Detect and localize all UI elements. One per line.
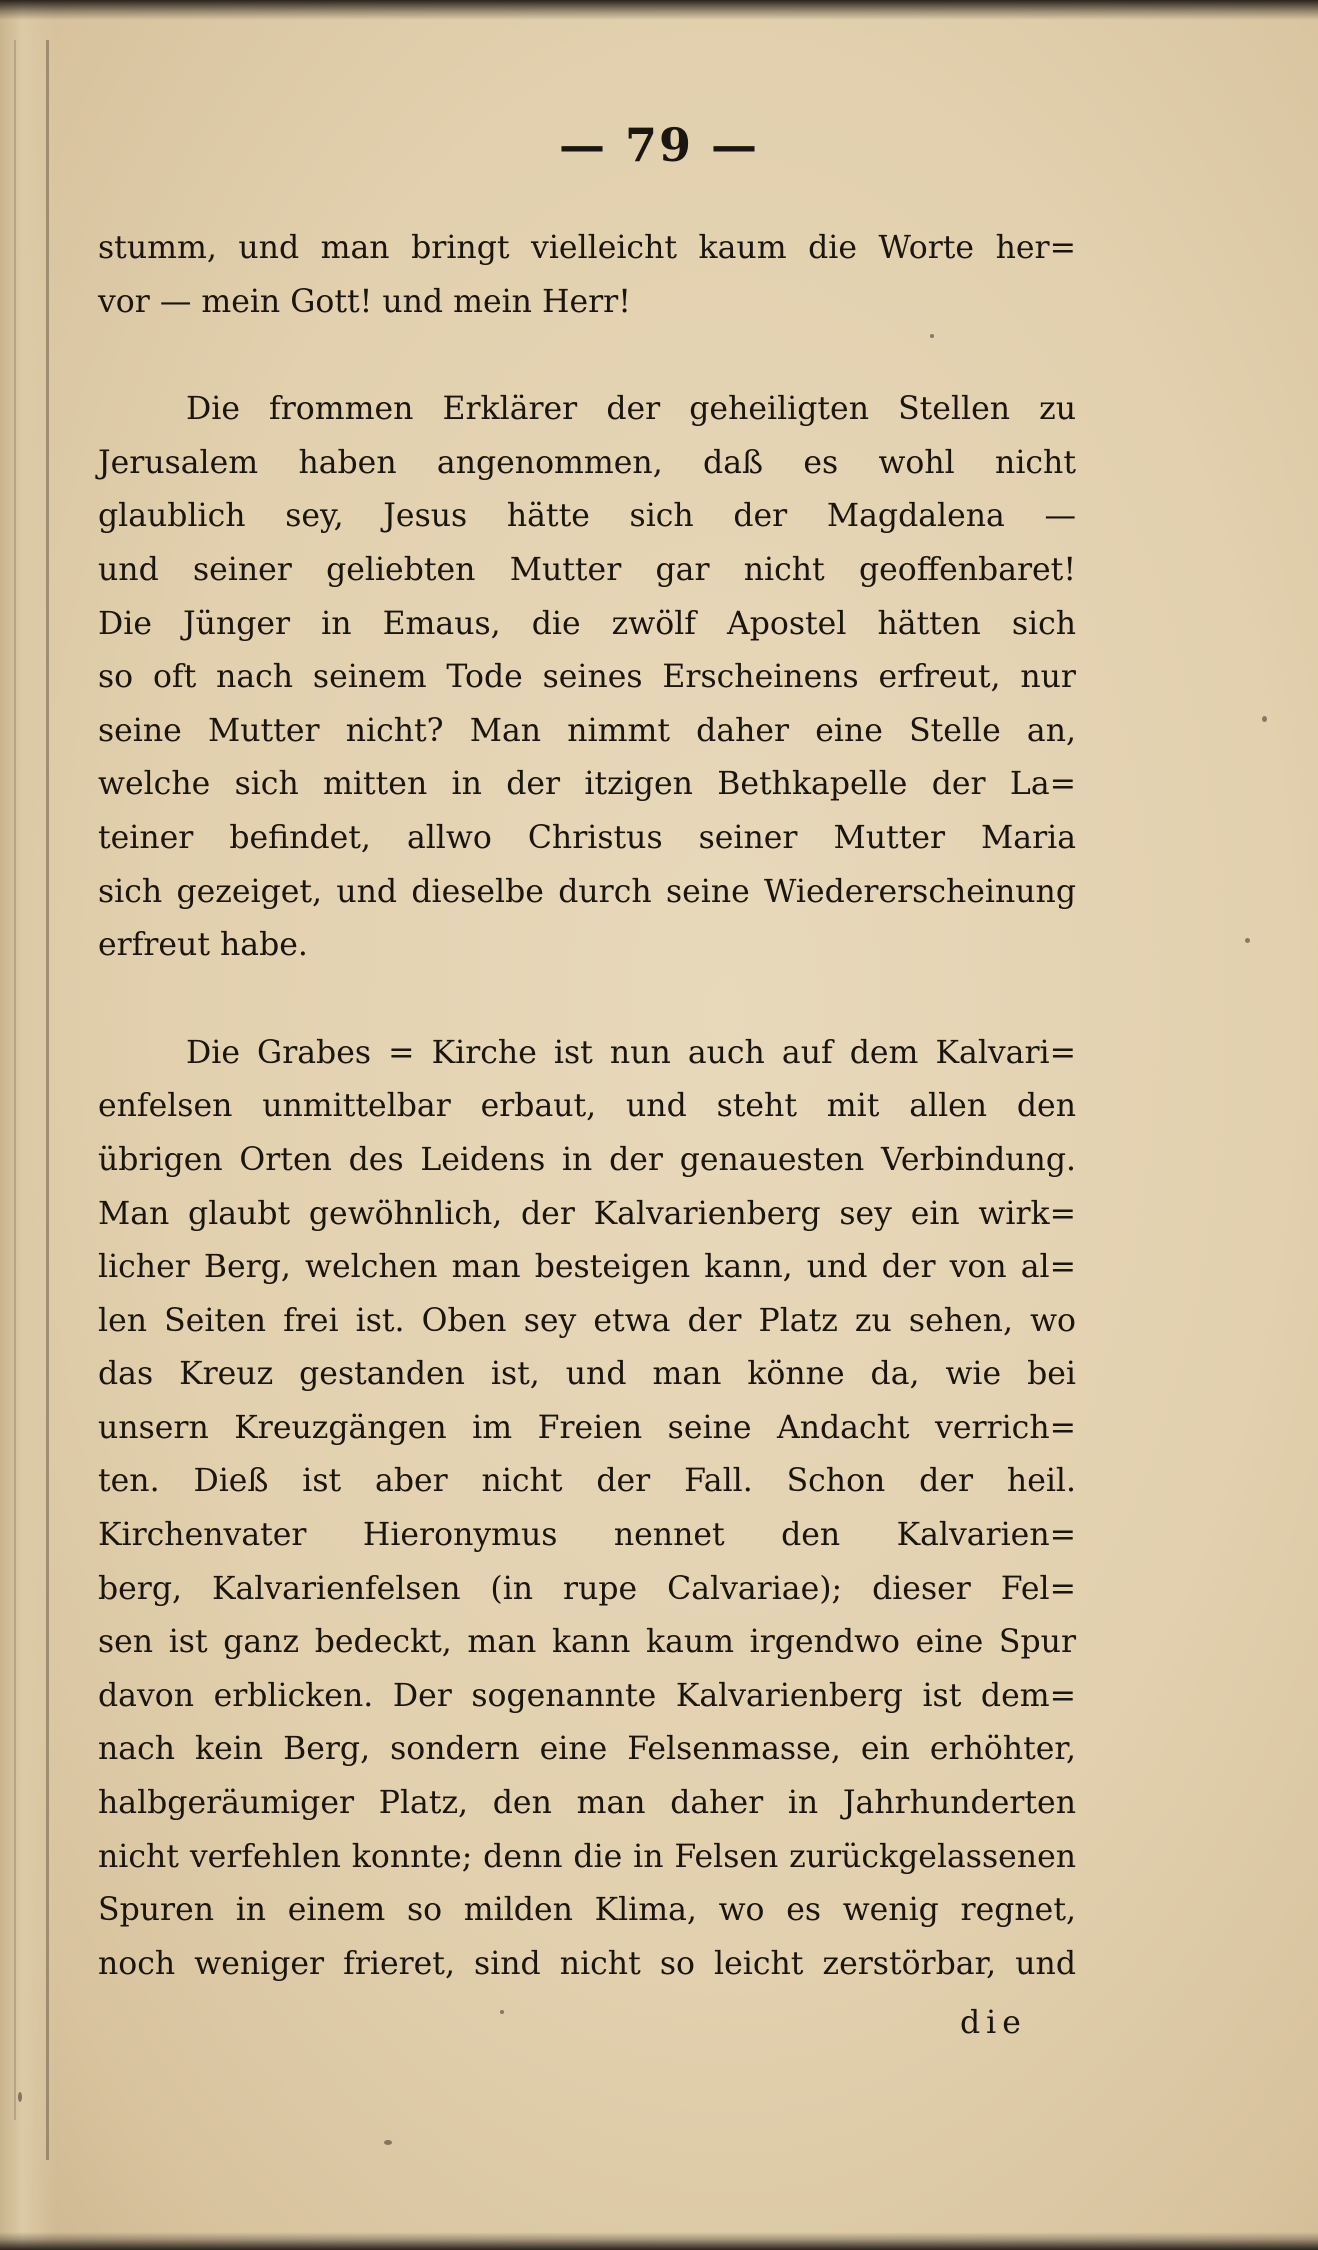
text-line: Spuren in einem so milden Klima, wo es wenig regnet, [98,1892,1076,1929]
paragraph-gap [98,329,1076,383]
text-line: glaublich sey, Jesus hätte sich der Magdalena — [98,498,1076,535]
text-line: len Seiten frei ist. Oben sey etwa der Platz zu sehen, wo [98,1302,1076,1339]
text-line: licher Berg, welchen man besteigen kann, und der von al= [98,1249,1076,1286]
text-line: sich gezeiget, und dieselbe durch seine Wiedererscheinung [98,873,1076,910]
text-line: vor — mein Gott! und mein Herr! [98,283,631,320]
text-line: noch weniger frieret, sind nicht so leicht zerstörbar, und [98,1945,1076,1982]
text-line: Kirchenvater Hieronymus nennet den Kalvarien= [98,1517,1076,1554]
paragraph-gap [98,973,1076,1027]
paragraph [98,383,1076,973]
text-line: davon erblicken. Der sogenannte Kalvarienberg ist dem= [98,1677,1076,1714]
page-number: — 79 — [558,118,760,172]
text-line: Die Jünger in Emaus, die zwölf Apostel hätten sich [98,605,1076,642]
text-line: teiner befindet, allwo Christus seiner Mutter Maria [98,819,1076,856]
text-line: enfelsen unmittelbar erbaut, und steht mit allen den [98,1088,1076,1125]
text-line: stumm, und man bringt vielleicht kaum die Worte her= [98,230,1076,266]
text-line: ten. Dieß ist aber nicht der Fall. Schon der heil. [98,1463,1076,1500]
paper-speck [18,2092,22,2102]
page-bottom-shadow [0,2232,1318,2250]
text-line: Jerusalem haben angenommen, daß es wohl nicht [98,444,1076,481]
paragraph [98,222,1076,329]
body-text [98,222,1076,1991]
text-line: unsern Kreuzgängen im Freien seine Andacht verrich= [98,1409,1076,1446]
text-line: nicht verfehlen konnte; denn die in Felsen zurückgelassenen [98,1838,1076,1875]
catchword: die [960,2005,1027,2041]
text-line: nach kein Berg, sondern eine Felsenmasse, ein erhöhter, [98,1731,1076,1768]
binding-fold-line-outer [14,40,16,2120]
paper-speck [384,2140,392,2145]
paper-speck [1245,938,1250,943]
text-line: Man glaubt gewöhnlich, der Kalvarienberg sey ein wirk= [98,1195,1076,1232]
paper-speck [500,2010,504,2014]
paragraph [98,1027,1076,1992]
text-line: welche sich mitten in der itzigen Bethkapelle der La= [98,766,1076,803]
paper-speck [1262,716,1267,722]
text-line: sen ist ganz bedeckt, man kann kaum irgendwo eine Spur [98,1624,1076,1661]
text-line: und seiner geliebten Mutter gar nicht geoffenbaret! [98,551,1076,588]
text-line: so oft nach seinem Tode seines Erscheinens erfreut, nur [98,659,1076,696]
text-line: übrigen Orten des Leidens in der genauesten Verbindung. [98,1141,1076,1178]
text-line: Die frommen Erklärer der geheiligten Stellen zu [186,391,1076,428]
page-top-shadow [0,0,1318,20]
text-line: seine Mutter nicht? Man nimmt daher eine Stelle an, [98,712,1076,749]
text-line: berg, Kalvarienfelsen (in rupe Calvariae); dieser Fel= [98,1570,1076,1607]
text-line: halbgeräumiger Platz, den man daher in Jahrhunderten [98,1785,1076,1822]
binding-fold-line [46,40,49,2160]
text-line: Die Grabes = Kirche ist nun auch auf dem Kalvari= [186,1034,1076,1071]
text-line: erfreut habe. [98,927,308,964]
text-line: das Kreuz gestanden ist, und man könne da, wie bei [98,1356,1076,1393]
